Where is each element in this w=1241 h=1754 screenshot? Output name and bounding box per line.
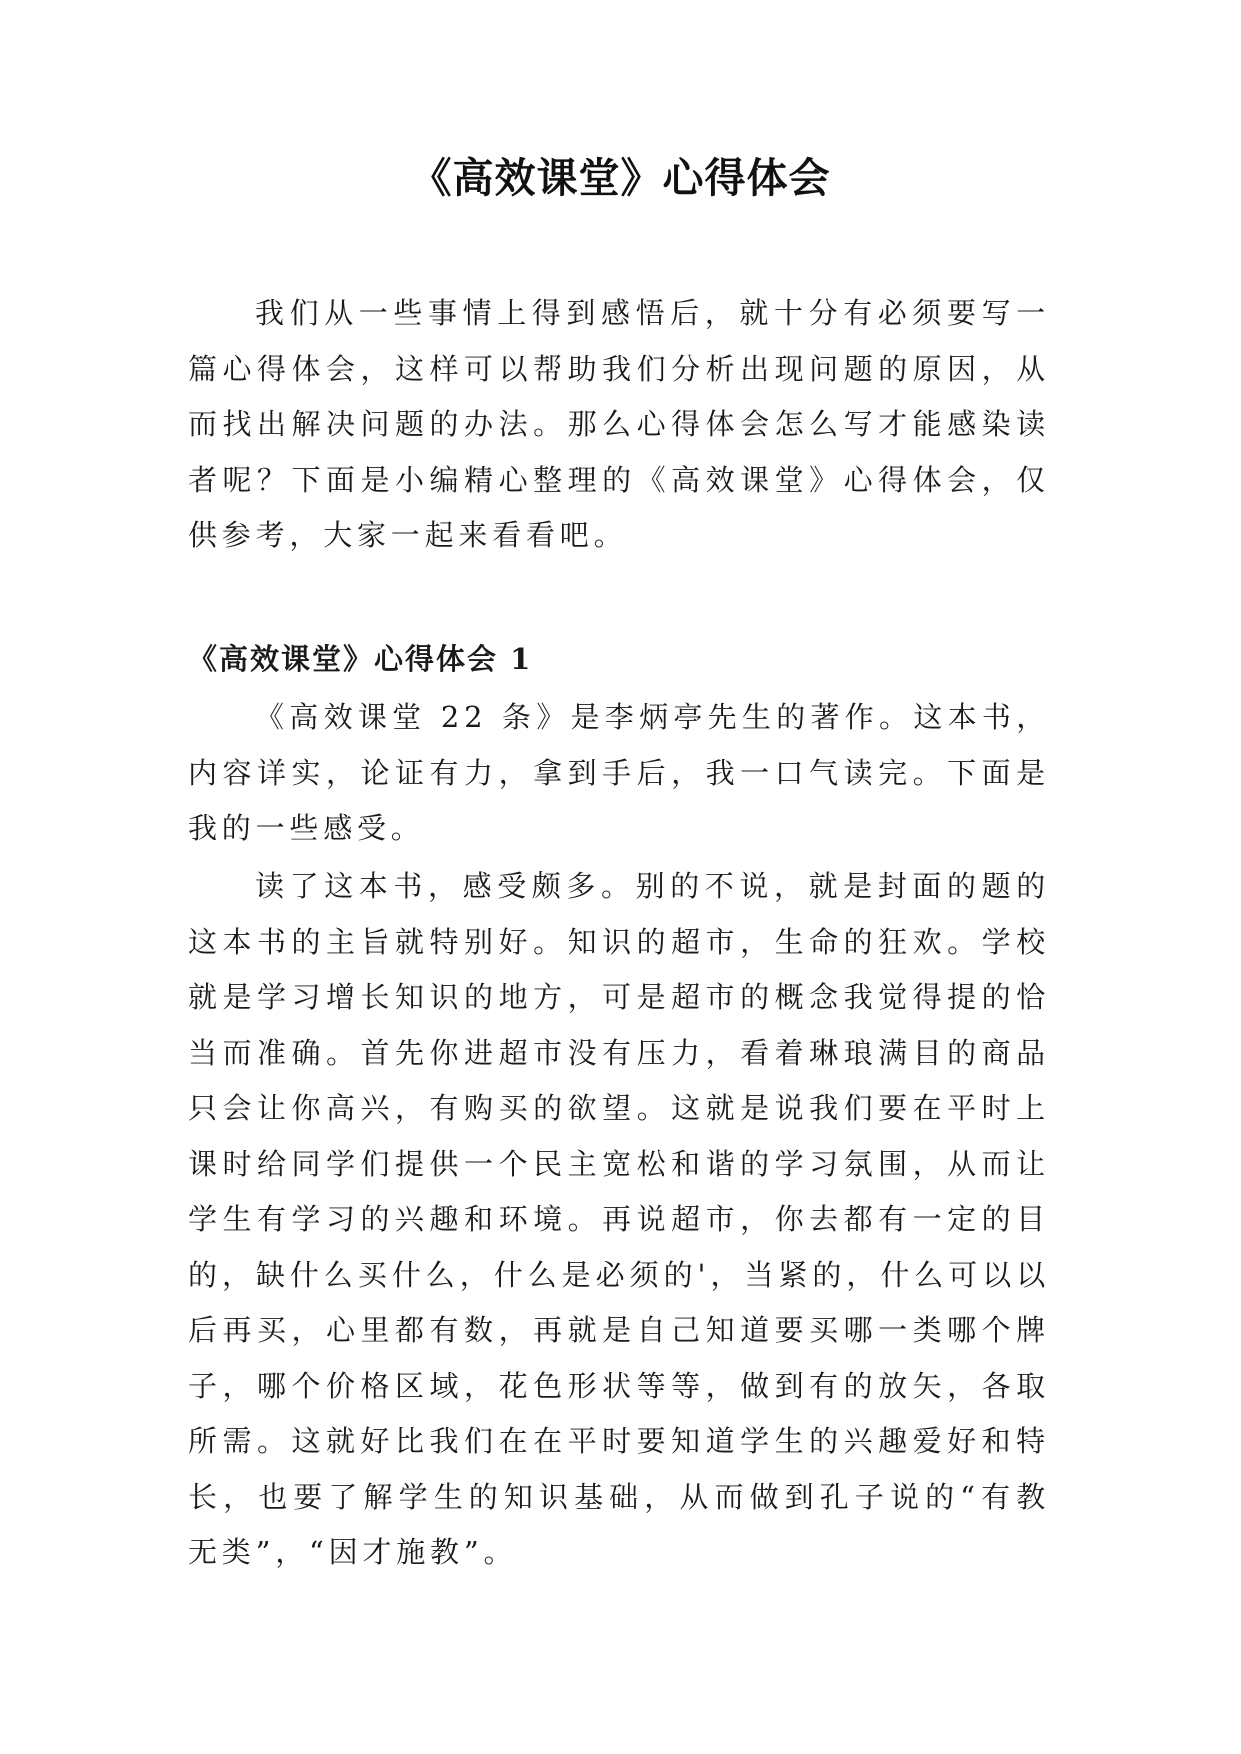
intro-paragraph: 我们从一些事情上得到感悟后，就十分有必须要写一篇心得体会，这样可以帮助我们分析出现问题的原因，从而找出解决问题的办法。那么心得体会怎么写才能感染读者呢？下面是小编精心整理的《高效课堂》心得体会，仅供参考，大家一起来看看吧。 — [188, 296, 1050, 552]
body-paragraph: 读了这本书，感受颇多。别的不说，就是封面的题的这本书的主旨就特别好。知识的超市，生命的狂欢。学校就是学习增长知识的地方，可是超市的概念我觉得提的恰当而准确。首先你进超市没有压力，看着琳琅满目的商品只会让你高兴，有购买的欲望。这就是说我们要在平时上课时给同学们提供一个民主宽松和谐的学习氛围，从而让学生有学习的兴趣和环境。再说超市，你去都有一定的目的，缺什么买什么，什么是必须的'，当紧的，什么可以以后再买，心里都有数，再就是自己知道要买哪一类哪个牌子，哪个价格区域，花色形状等等，做到有的放矢，各取所需。这就好比我们在在平时要知道学生的兴趣爱好和特长，也要了解学生的知识基础，从而做到孔子说的“有教无类”，“因才施教”。 — [188, 869, 1050, 1569]
body-paragraph: 《高效课堂 22 条》是李炳亭先生的著作。这本书，内容详实，论证有力，拿到手后，我一口气读完。下面是我的一些感受。 — [188, 700, 1050, 845]
document-title: 《高效课堂》心得体会 — [410, 154, 831, 202]
section-heading: 《高效课堂》心得体会 1 — [188, 642, 533, 676]
